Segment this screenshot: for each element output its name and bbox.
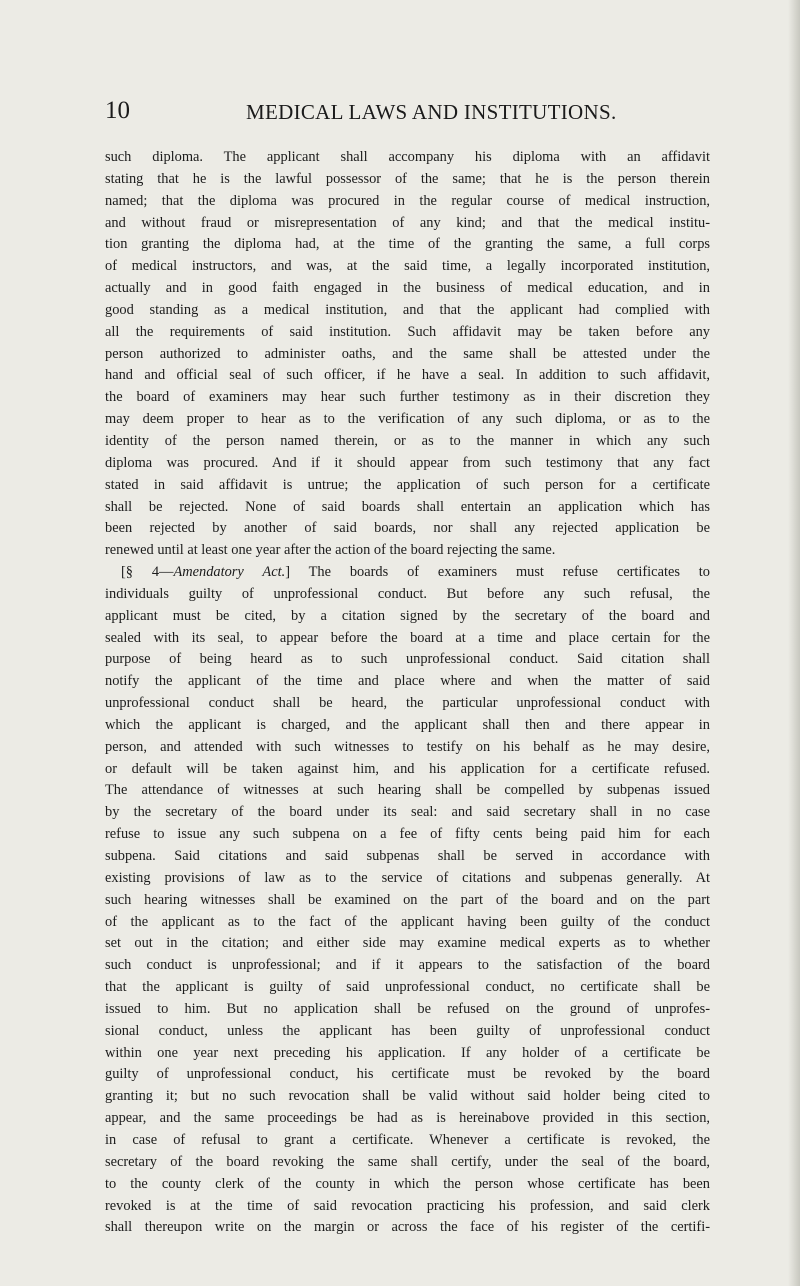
page-edge-shadow bbox=[788, 0, 800, 1286]
text-line: of the applicant as to the fact of the applicant having been guilty of the conduct bbox=[105, 913, 710, 930]
text-line: such diploma. The applicant shall accompany his diploma with an affidavit bbox=[105, 149, 710, 165]
section-ref-close: ] bbox=[285, 564, 290, 581]
text-line: subpena. Said citations and said subpenas shall be served in accordance with bbox=[105, 848, 710, 864]
section-ref-title: Amendatory Act. bbox=[173, 564, 286, 581]
text-line: stated in said affidavit is untrue; the application of such person for a certificate bbox=[105, 476, 710, 493]
paragraph-1 bbox=[105, 147, 710, 562]
text-line: may deem proper to hear as to the verification of any such diploma, or as to the bbox=[105, 411, 710, 428]
page-number: 10 bbox=[105, 97, 130, 124]
text-line: the board of examiners may hear such further testimony as in their discretion they bbox=[105, 389, 710, 406]
running-head: MEDICAL LAWS AND INSTITUTIONS. bbox=[246, 100, 617, 124]
text-line: such conduct is unprofessional; and if it appears to the satisfaction of the board bbox=[105, 957, 710, 974]
text-line: sional conduct, unless the applicant has been guilty of unprofessional conduct bbox=[105, 1022, 710, 1039]
text-line: unprofessional conduct shall be heard, the particular unprofessional conduct with bbox=[105, 695, 710, 712]
text-line: person, and attended with such witnesses to testify on his behalf as he may desire, bbox=[105, 738, 710, 755]
text-line: renewed until at least one year after the action of the board rejecting the same. bbox=[105, 542, 556, 559]
text-line: purpose of being heard as to such unprofessional conduct. Said citation shall bbox=[105, 651, 710, 668]
body-text bbox=[105, 147, 710, 1239]
text-line: or default will be taken against him, and his application for a certificate refused. bbox=[105, 760, 710, 777]
text-line: which the applicant is charged, and the applicant shall then and there appear in bbox=[105, 716, 710, 733]
text-line: shall thereupon write on the margin or across the face of his register of the certifi- bbox=[105, 1219, 710, 1236]
text-line: person authorized to administer oaths, and the same shall be attested under the bbox=[105, 345, 710, 362]
text-line: appear, and the same proceedings be had as is hereinabove provided in this section, bbox=[105, 1110, 710, 1127]
text-line: refuse to issue any such subpena on a fee of fifty cents being paid him for each bbox=[105, 826, 710, 843]
text-line: that the applicant is guilty of said unprofessional conduct, no certificate shall be bbox=[105, 979, 710, 996]
text-line: shall be rejected. None of said boards shall entertain an application which has bbox=[105, 498, 710, 515]
text-line: hand and official seal of such officer, if he have a seal. In addition to such affidavit, bbox=[105, 367, 710, 384]
text-line: of medical instructors, and was, at the said time, a legally incorporated institution, bbox=[105, 258, 710, 275]
text-line: good standing as a medical institution, and that the applicant had complied with bbox=[105, 301, 710, 318]
text-line: set out in the citation; and either side may examine medical experts as to whether bbox=[105, 935, 710, 952]
text-line: and without fraud or misrepresentation of any kind; and that the medical institu- bbox=[105, 214, 710, 231]
section-first-line-text: The boards of examiners must refuse certificates to bbox=[289, 564, 711, 581]
text-line: granting it; but no such revocation shall be valid without said holder being cited to bbox=[105, 1088, 710, 1105]
text-line: notify the applicant of the time and place where and when the matter of said bbox=[105, 673, 710, 690]
text-line: guilty of unprofessional conduct, his certificate must be revoked by the board bbox=[105, 1066, 710, 1083]
text-line: such hearing witnesses shall be examined on the part of the board and on the part bbox=[105, 891, 710, 908]
text-line: named; that the diploma was procured in the regular course of medical instruction, bbox=[105, 192, 710, 209]
text-line: applicant must be cited, by a citation signed by the secretary of the board and bbox=[105, 607, 710, 624]
text-line: issued to him. But no application shall be refused on the ground of unprofes- bbox=[105, 1000, 710, 1017]
text-line: revoked is at the time of said revocation practicing his profession, and said clerk bbox=[105, 1197, 710, 1214]
text-line: actually and in good faith engaged in the business of medical education, and in bbox=[105, 280, 710, 297]
text-line: existing provisions of law as to the service of citations and subpenas generally. At bbox=[105, 869, 710, 886]
text-line: The attendance of witnesses at such hearing shall be compelled by subpenas issued bbox=[105, 782, 710, 799]
section-4-first-line bbox=[105, 562, 710, 584]
text-line: stating that he is the lawful possessor of the same; that he is the person therein bbox=[105, 170, 710, 187]
text-line: to the county clerk of the county in which the person whose certificate has been bbox=[105, 1175, 710, 1192]
text-line: individuals guilty of unprofessional conduct. But before any such refusal, the bbox=[105, 585, 710, 602]
text-line: sealed with its seal, to appear before the board at a time and place certain for the bbox=[105, 629, 710, 646]
text-line: diploma was procured. And if it should appear from such testimony that any fact bbox=[105, 454, 710, 471]
text-line: been rejected by another of said boards, nor shall any rejected application be bbox=[105, 520, 710, 537]
text-line: identity of the person named therein, or as to the manner in which any such bbox=[105, 432, 710, 449]
text-line: all the requirements of said institution. Such affidavit may be taken before any bbox=[105, 323, 710, 340]
text-line: tion granting the diploma had, at the time of the granting the same, a full corps bbox=[105, 236, 710, 253]
section-ref-open: [§ 4— bbox=[121, 564, 174, 581]
paragraph-2 bbox=[105, 562, 710, 1239]
text-line: within one year next preceding his application. If any holder of a certificate be bbox=[105, 1044, 710, 1061]
text-line: in case of refusal to grant a certificate. Whenever a certificate is revoked, the bbox=[105, 1131, 710, 1148]
text-line: by the secretary of the board under its seal: and said secretary shall in no case bbox=[105, 804, 710, 821]
text-line: secretary of the board revoking the same shall certify, under the seal of the board, bbox=[105, 1153, 710, 1170]
page-header bbox=[105, 96, 705, 126]
